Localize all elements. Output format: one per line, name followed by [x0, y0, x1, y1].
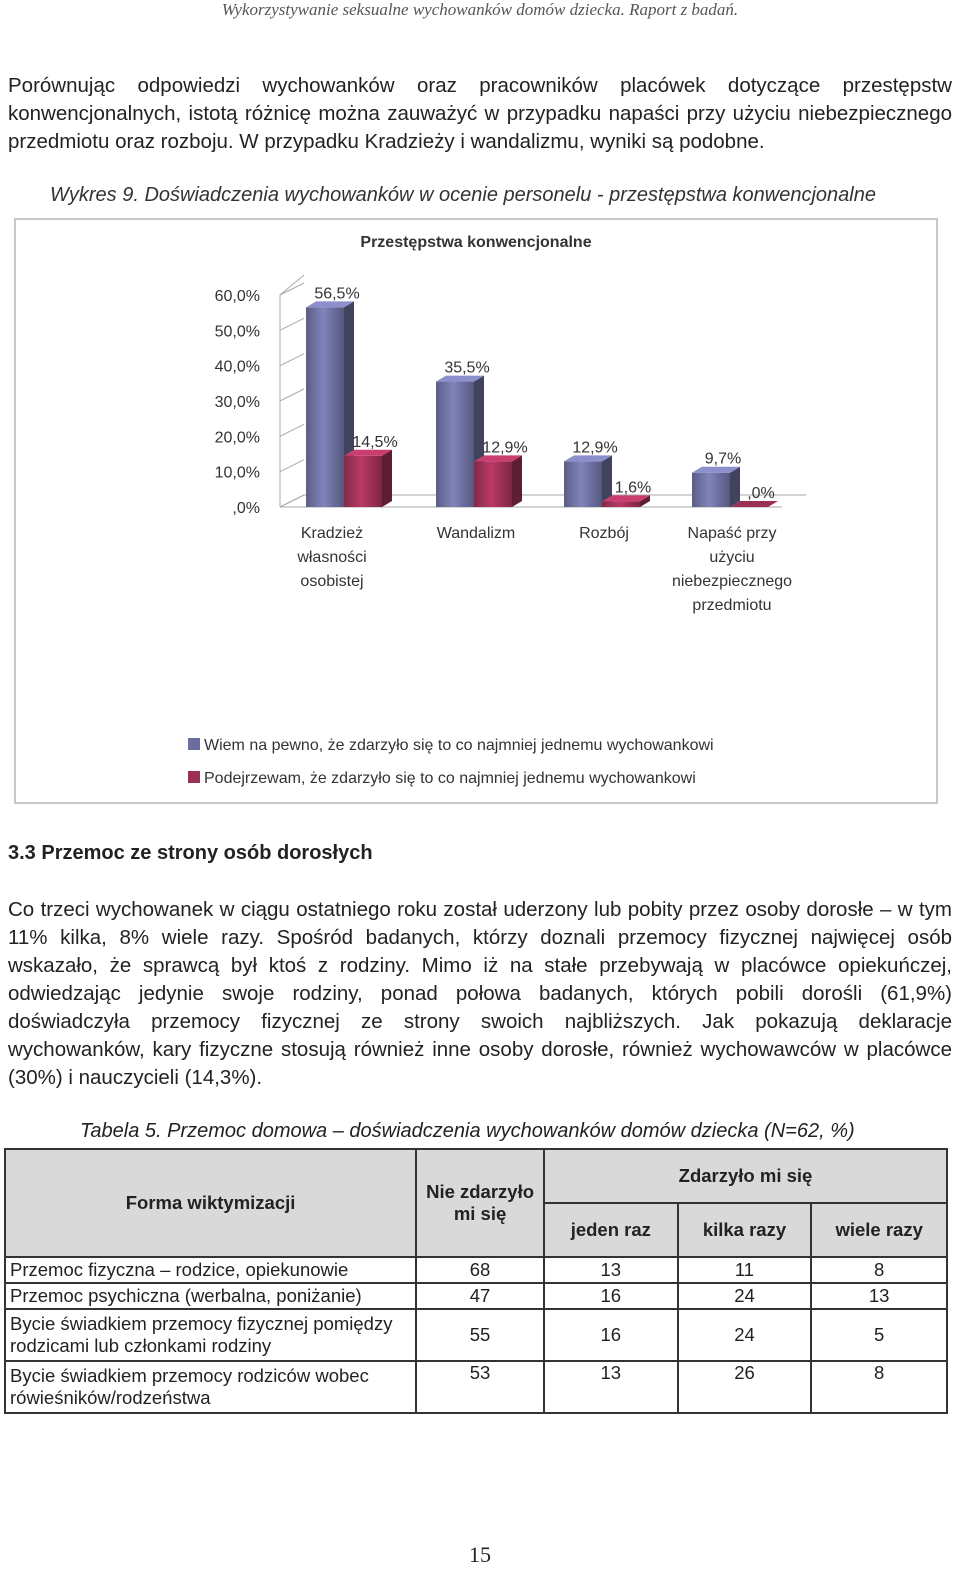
table-caption: Tabela 5. Przemoc domowa – doświadczenia wychowanków domów dziecka (N=62, %): [80, 1120, 855, 1142]
cell-few: 24: [678, 1283, 812, 1309]
page-number: 15: [469, 1542, 491, 1567]
legend-swatch: [188, 771, 200, 783]
chart-frame: [14, 218, 938, 804]
bar-side: [730, 467, 740, 507]
tick-mark: [280, 460, 304, 472]
bar: [306, 307, 344, 507]
header-never: Nie zdarzyło mi się: [416, 1149, 544, 1257]
tick-mark: [280, 495, 304, 507]
table-row: [5, 1283, 947, 1309]
cell-few: 26: [678, 1361, 812, 1413]
row-label: Bycie świadkiem przemocy fizycznej pomiędzy rodzicami lub członkami rodziny: [5, 1309, 416, 1361]
category-label: Kradzież: [300, 525, 364, 542]
header-once: jeden raz: [544, 1203, 678, 1257]
body-paragraph: Co trzeci wychowanek w ciągu ostatniego roku został uderzony lub pobity przez osoby dorosłe – w tym 11% kilka, 8% wiele razy. Spośród badanych, którzy doznali przemocy fizycznej najwięcej osób wskazało, że sprawcą był ktoś z rodziny. Mimo iż na stałe przebywają w placówce opiekuńczej, odwiedzając jedynie swoje rodziny, ponad połowa badanych, których pobili dorośli (61,9%) doświadczyła przemocy fizycznej ze strony swoich najbliższych. Jak pokazują deklaracje wychowanków, kary fizyczne stosują również inne osoby dorosłe, również wychowawców w placówce (30%) i nauczycieli (14,3%).: [8, 898, 952, 1089]
tick-mark: [280, 389, 304, 401]
cell-few: 11: [678, 1257, 812, 1283]
data-label: 35,5%: [444, 359, 490, 377]
cell-many: 13: [811, 1283, 947, 1309]
data-label: 56,5%: [314, 285, 360, 303]
cell-never: 55: [416, 1309, 544, 1361]
row-label: Bycie świadkiem przemocy rodziców wobec rówieśników/rodzeństwa: [5, 1361, 416, 1413]
cell-never: 53: [416, 1361, 544, 1413]
header-happened: Zdarzyło mi się: [544, 1149, 947, 1203]
table-row: [5, 1309, 947, 1361]
cell-once: 16: [544, 1309, 678, 1361]
y-tick-label: 60,0%: [214, 288, 260, 305]
bar-side: [512, 455, 522, 507]
table-row: [5, 1257, 947, 1283]
category-label: Wandalizm: [436, 525, 516, 542]
bar: [692, 473, 730, 507]
cell-many: 5: [811, 1309, 947, 1361]
tick-mark: [280, 354, 304, 366]
table-row: [5, 1361, 947, 1413]
category-label: niebezpiecznego: [671, 573, 793, 590]
cell-many: 8: [811, 1257, 947, 1283]
category-label: osobistej: [300, 573, 364, 590]
data-label: 12,9%: [572, 439, 618, 457]
category-label: Rozbój: [579, 525, 629, 542]
y-tick-label: ,0%: [232, 500, 260, 517]
category-label: przedmiotu: [692, 597, 772, 614]
bar: [602, 501, 640, 507]
y-tick-label: 40,0%: [214, 358, 260, 376]
y-tick-label: 10,0%: [214, 464, 260, 482]
cell-never: 68: [416, 1257, 544, 1283]
cell-once: 13: [544, 1361, 678, 1413]
tick-mark: [280, 424, 304, 436]
row-label: Przemoc psychiczna (werbalna, poniżanie): [5, 1283, 416, 1309]
chart-title: Przestępstwa konwencjonalne: [360, 234, 592, 251]
row-label: Przemoc fizyczna – rodzice, opiekunowie: [5, 1257, 416, 1283]
bar-chart: [16, 220, 936, 802]
header-many: wiele razy: [811, 1203, 947, 1257]
bar: [564, 461, 602, 507]
legend-label: Wiem na pewno, że zdarzyło się to co najmniej jednemu wychowankowi: [204, 737, 714, 754]
category-label: Napaść przy: [687, 525, 777, 542]
cell-never: 47: [416, 1283, 544, 1309]
bar-side: [382, 450, 392, 507]
y-tick-label: 50,0%: [214, 323, 260, 341]
bar: [344, 456, 382, 507]
header-form: Forma wiktymizacji: [5, 1149, 416, 1257]
bar: [436, 382, 474, 507]
running-header: Wykorzystywanie seksualne wychowanków domów dziecka. Raport z badań.: [221, 0, 739, 19]
data-label: ,0%: [747, 485, 775, 502]
header-few: kilka razy: [678, 1203, 812, 1257]
cell-many: 8: [811, 1361, 947, 1413]
cell-few: 24: [678, 1309, 812, 1361]
data-label: 1,6%: [614, 479, 652, 497]
data-label: 9,7%: [704, 450, 742, 468]
cell-once: 16: [544, 1283, 678, 1309]
data-label: 12,9%: [482, 439, 528, 457]
violence-table: [4, 1148, 948, 1414]
y-tick-label: 30,0%: [214, 394, 260, 411]
bar: [474, 461, 512, 507]
category-label: własności: [297, 549, 367, 566]
category-label: użyciu: [709, 549, 755, 566]
intro-paragraph: Porównując odpowiedzi wychowanków oraz pracowników placówek dotyczące przestępstw konwencjonalnych, istotą różnicę można zauważyć w przypadku napaści przy użyciu niebezpiecznego przedmiotu oraz rozboju. W przypadku Kradzieży i wandalizmu, wyniki są podobne.: [8, 74, 952, 153]
legend-swatch: [188, 738, 200, 750]
y-tick-label: 20,0%: [214, 429, 260, 447]
section-title: 3.3 Przemoc ze strony osób dorosłych: [8, 842, 373, 864]
legend-label: Podejrzewam, że zdarzyło się to co najmniej jednemu wychowankowi: [204, 770, 696, 787]
cell-once: 13: [544, 1257, 678, 1283]
tick-mark: [280, 318, 304, 330]
chart-caption: Wykres 9. Doświadczenia wychowanków w ocenie personelu - przestępstwa konwencjonalne: [50, 184, 876, 206]
data-label: 14,5%: [352, 433, 398, 451]
